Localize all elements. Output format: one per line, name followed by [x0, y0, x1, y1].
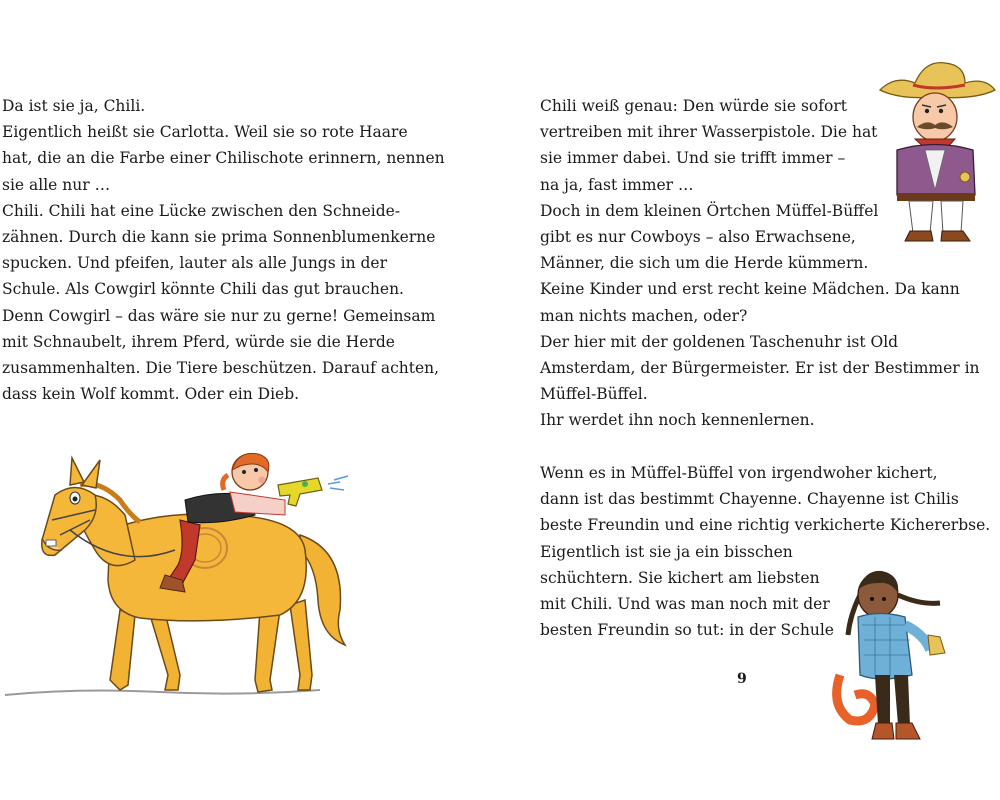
text-line: Keine Kinder und erst recht keine Mädchen. Da kann — [540, 280, 960, 299]
text-line: sie immer dabei. Und sie trifft immer – — [540, 149, 846, 168]
text-line: man nichts machen, oder? — [540, 306, 748, 325]
text-line: hat, die an die Farbe einer Chilischote erinnern, nennen — [2, 149, 445, 168]
text-line: Wenn es in Müffel-Büffel von irgendwoher kichert, — [540, 464, 938, 482]
text-line: spucken. Und pfeifen, lauter als alle Jungs in der — [2, 254, 387, 273]
cowboy-mayor-illustration — [875, 55, 1000, 245]
text-line: sie alle nur … — [2, 175, 111, 194]
girl-on-horse-illustration — [0, 440, 370, 710]
chayenne-illustration — [820, 555, 955, 745]
text-line: mit Schnaubelt, ihrem Pferd, würde sie die Herde — [2, 332, 395, 351]
text-line: mit Chili. Und was man noch mit der — [540, 594, 830, 613]
text-line: Amsterdam, der Bürgermeister. Er ist der Bestimmer in — [540, 358, 980, 377]
text-line: Chili. Chili hat eine Lücke zwischen den Schneide- — [2, 201, 401, 220]
text-line: Eigentlich ist sie ja ein bisschen — [540, 542, 793, 561]
text-line: beste Freundin und eine richtig verkicherte Kichererbse. — [540, 516, 991, 535]
left-page-text — [2, 93, 445, 407]
text-line: Doch in dem kleinen Örtchen Müffel-Büffel — [540, 201, 879, 220]
text-line: Ihr werdet ihn noch kennenlernen. — [540, 411, 815, 430]
text-line: Müffel-Büffel. — [540, 385, 648, 404]
text-line: Denn Cowgirl – das wäre sie nur zu gerne! Gemeinsam — [2, 306, 436, 325]
text-line: schüchtern. Sie kichert am liebsten — [540, 568, 820, 587]
text-line: zusammenhalten. Die Tiere beschützen. Darauf achten, — [2, 358, 440, 377]
text-line: dann ist das bestimmt Chayenne. Chayenne ist Chilis — [540, 490, 959, 509]
text-line: Eigentlich heißt sie Carlotta. Weil sie so rote Haare — [2, 123, 408, 142]
text-line: gibt es nur Cowboys – also Erwachsene, — [540, 227, 856, 246]
page-number: 9 — [737, 671, 747, 687]
text-line: dass kein Wolf kommt. Oder ein Dieb. — [2, 385, 300, 404]
text-line: Chili weiß genau: Den würde sie sofort — [540, 97, 847, 115]
text-line: Der hier mit der goldenen Taschenuhr ist Old — [540, 332, 899, 351]
text-line: Schule. Als Cowgirl könnte Chili das gut brauchen. — [2, 280, 404, 299]
text-line: Männer, die sich um die Herde kümmern. — [540, 254, 869, 273]
text-line: vertreiben mit ihrer Wasserpistole. Die hat — [540, 123, 878, 142]
right-page — [500, 0, 1000, 800]
text-line: na ja, fast immer … — [540, 175, 694, 194]
text-line: Da ist sie ja, Chili. — [2, 97, 146, 115]
text-line: zähnen. Durch die kann sie prima Sonnenblumenkerne — [2, 227, 436, 246]
text-line: besten Freundin so tut: in der Schule — [540, 621, 834, 640]
